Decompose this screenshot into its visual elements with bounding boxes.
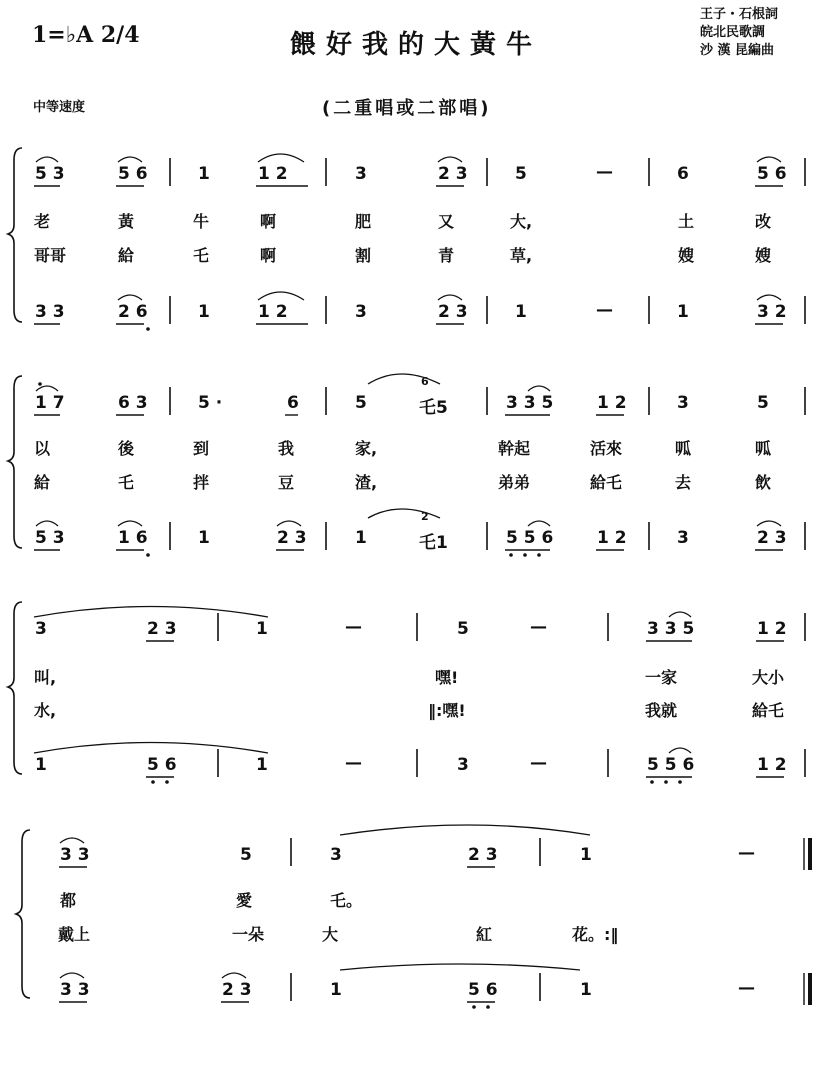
note: 3 xyxy=(677,393,689,413)
lyric: 我就 xyxy=(645,701,678,720)
note: 1 xyxy=(580,845,592,865)
lyric: 一家 xyxy=(645,668,678,687)
lyric: 給 xyxy=(34,473,51,492)
note: 3 xyxy=(355,302,367,322)
credit-lyricist: 王子・石根詞 xyxy=(700,7,779,22)
note: 5 · xyxy=(198,393,223,413)
lyric: 草, xyxy=(510,246,533,265)
grace-note: 乇1 xyxy=(419,533,448,553)
note: 1 xyxy=(35,755,47,775)
lyric: 豆 xyxy=(278,473,295,492)
note: 6 xyxy=(287,393,299,413)
note-group: 3 3 xyxy=(60,845,90,865)
note: 5 xyxy=(457,619,469,639)
note: 1 xyxy=(256,755,268,775)
note-group: 2 3 xyxy=(438,302,468,322)
brace xyxy=(8,602,22,774)
lyric: 嘿! xyxy=(435,668,459,687)
note: 1 xyxy=(198,164,210,184)
lyric: 活來 xyxy=(590,439,623,458)
note-group: 1 2 xyxy=(597,528,627,548)
note: 1 xyxy=(355,528,367,548)
brace xyxy=(16,830,30,998)
note: 5 xyxy=(757,393,769,413)
note: 1 xyxy=(198,302,210,322)
note: 5 xyxy=(355,393,367,413)
lyric: 戴上 xyxy=(58,925,91,944)
lyric: 渣, xyxy=(355,473,378,492)
credit-melody: 皖北民歌調 xyxy=(700,25,766,40)
lyric: 乇 xyxy=(193,246,210,265)
lyric: 大小 xyxy=(752,668,785,687)
note-group: 1 6 xyxy=(118,528,148,548)
note: 1 xyxy=(580,980,592,1000)
note-group: 1 7 xyxy=(35,393,65,413)
grace-number: 6 xyxy=(421,375,429,388)
note: 3 xyxy=(677,528,689,548)
lyric: 哥哥 xyxy=(34,246,67,265)
note-group: 3 3 xyxy=(60,980,90,1000)
note: 1 xyxy=(330,980,342,1000)
note-group: 1 2 xyxy=(757,619,787,639)
note-group: 3 3 5 xyxy=(506,393,554,413)
lyric: 後 xyxy=(118,439,135,458)
note-group: 5 6 xyxy=(118,164,148,184)
note: 3 xyxy=(355,164,367,184)
note-group: 5 5 6 xyxy=(647,755,695,775)
lyric: 啊 xyxy=(260,212,277,231)
note-group: 3 3 5 xyxy=(647,619,695,639)
key-signature: 1=♭A 2/4 xyxy=(32,22,140,48)
lyric: 黃 xyxy=(118,212,135,231)
lyric: 到 xyxy=(193,439,210,458)
note-group: 1 2 xyxy=(258,302,288,322)
lyric: 老 xyxy=(34,212,51,231)
note: 3 xyxy=(457,755,469,775)
lyric: 大, xyxy=(510,212,533,231)
dash: — xyxy=(530,753,547,773)
lyric: 拌 xyxy=(193,473,210,492)
note: 1 xyxy=(677,302,689,322)
note-group: 5 3 xyxy=(35,528,65,548)
lyric: 乇 xyxy=(118,473,135,492)
credit-arranger: 沙 漢 昆編曲 xyxy=(700,43,775,58)
lyric: 改 xyxy=(755,212,772,231)
dash: — xyxy=(596,162,613,182)
lyric: 呱 xyxy=(755,439,772,458)
dash: — xyxy=(738,843,755,863)
note: 5 xyxy=(240,845,252,865)
note-group: 2 3 xyxy=(468,845,498,865)
note-group: 2 6 xyxy=(118,302,148,322)
note-group: 2 3 xyxy=(222,980,252,1000)
brace xyxy=(8,148,22,322)
lyric: 水, xyxy=(34,701,57,720)
lyric: 紅 xyxy=(476,925,493,944)
note: 5 xyxy=(515,164,527,184)
note-group: 2 3 xyxy=(438,164,468,184)
lyric: 啊 xyxy=(260,246,277,265)
lyric: 家, xyxy=(355,439,378,458)
note-group: 5 6 xyxy=(147,755,177,775)
note-group: 1 2 xyxy=(757,755,787,775)
note-group: 1 2 xyxy=(597,393,627,413)
note-group: 1 2 xyxy=(258,164,288,184)
note-group: 3 3 xyxy=(35,302,65,322)
lyric: 弟弟 xyxy=(498,473,531,492)
brace xyxy=(8,376,22,548)
lyric: 肥 xyxy=(355,212,372,231)
note-group: 5 6 xyxy=(757,164,787,184)
note: 3 xyxy=(35,619,47,639)
lyric: 乇。 xyxy=(330,891,363,910)
note: 6 xyxy=(677,164,689,184)
note-group: 3 2 xyxy=(757,302,787,322)
lyric: ‖:嘿! xyxy=(428,701,466,720)
dash: — xyxy=(345,753,362,773)
lyric: 給 xyxy=(118,246,135,265)
note-group: 2 3 xyxy=(277,528,307,548)
lyric: 嫂 xyxy=(678,246,695,265)
dash: — xyxy=(738,978,755,998)
grace-note: 乇5 xyxy=(419,398,448,418)
note-group: 5 5 6 xyxy=(506,528,554,548)
lyric: 花。:‖ xyxy=(572,925,619,944)
lyric: 都 xyxy=(60,891,77,910)
lyric: 我 xyxy=(278,439,295,458)
note-group: 5 3 xyxy=(35,164,65,184)
dash: — xyxy=(596,300,613,320)
lyric: 割 xyxy=(355,246,372,265)
subtitle: (二重唱或二部唱) xyxy=(322,98,492,119)
song-title: 餵好我的大黃牛 xyxy=(290,30,543,60)
lyric: 給乇 xyxy=(590,473,623,492)
lyric: 幹起 xyxy=(498,439,531,458)
lyric: 給乇 xyxy=(752,701,785,720)
lyric: 又 xyxy=(438,212,455,231)
dash: — xyxy=(345,617,362,637)
lyric: 去 xyxy=(675,473,692,492)
note-group: 6 3 xyxy=(118,393,148,413)
lyric: 叫, xyxy=(34,668,57,687)
note: 1 xyxy=(256,619,268,639)
note-group: 2 3 xyxy=(757,528,787,548)
dash: — xyxy=(530,617,547,637)
grace-number: 2 xyxy=(421,510,429,523)
lyric: 呱 xyxy=(675,439,692,458)
lyric: 青 xyxy=(438,246,455,265)
note: 1 xyxy=(515,302,527,322)
lyric: 愛 xyxy=(236,891,253,910)
lyric: 牛 xyxy=(193,212,210,231)
note-group: 5 6 xyxy=(468,980,498,1000)
note: 3 xyxy=(330,845,342,865)
lyric: 一朵 xyxy=(232,925,265,944)
tempo-marking: 中等速度 xyxy=(33,100,86,115)
lyric: 飲 xyxy=(755,473,772,492)
note-group: 2 3 xyxy=(147,619,177,639)
lyric: 大 xyxy=(322,925,339,944)
lyric: 土 xyxy=(678,212,695,231)
note: 1 xyxy=(198,528,210,548)
lyric: 以 xyxy=(34,439,51,458)
lyric: 嫂 xyxy=(755,246,772,265)
